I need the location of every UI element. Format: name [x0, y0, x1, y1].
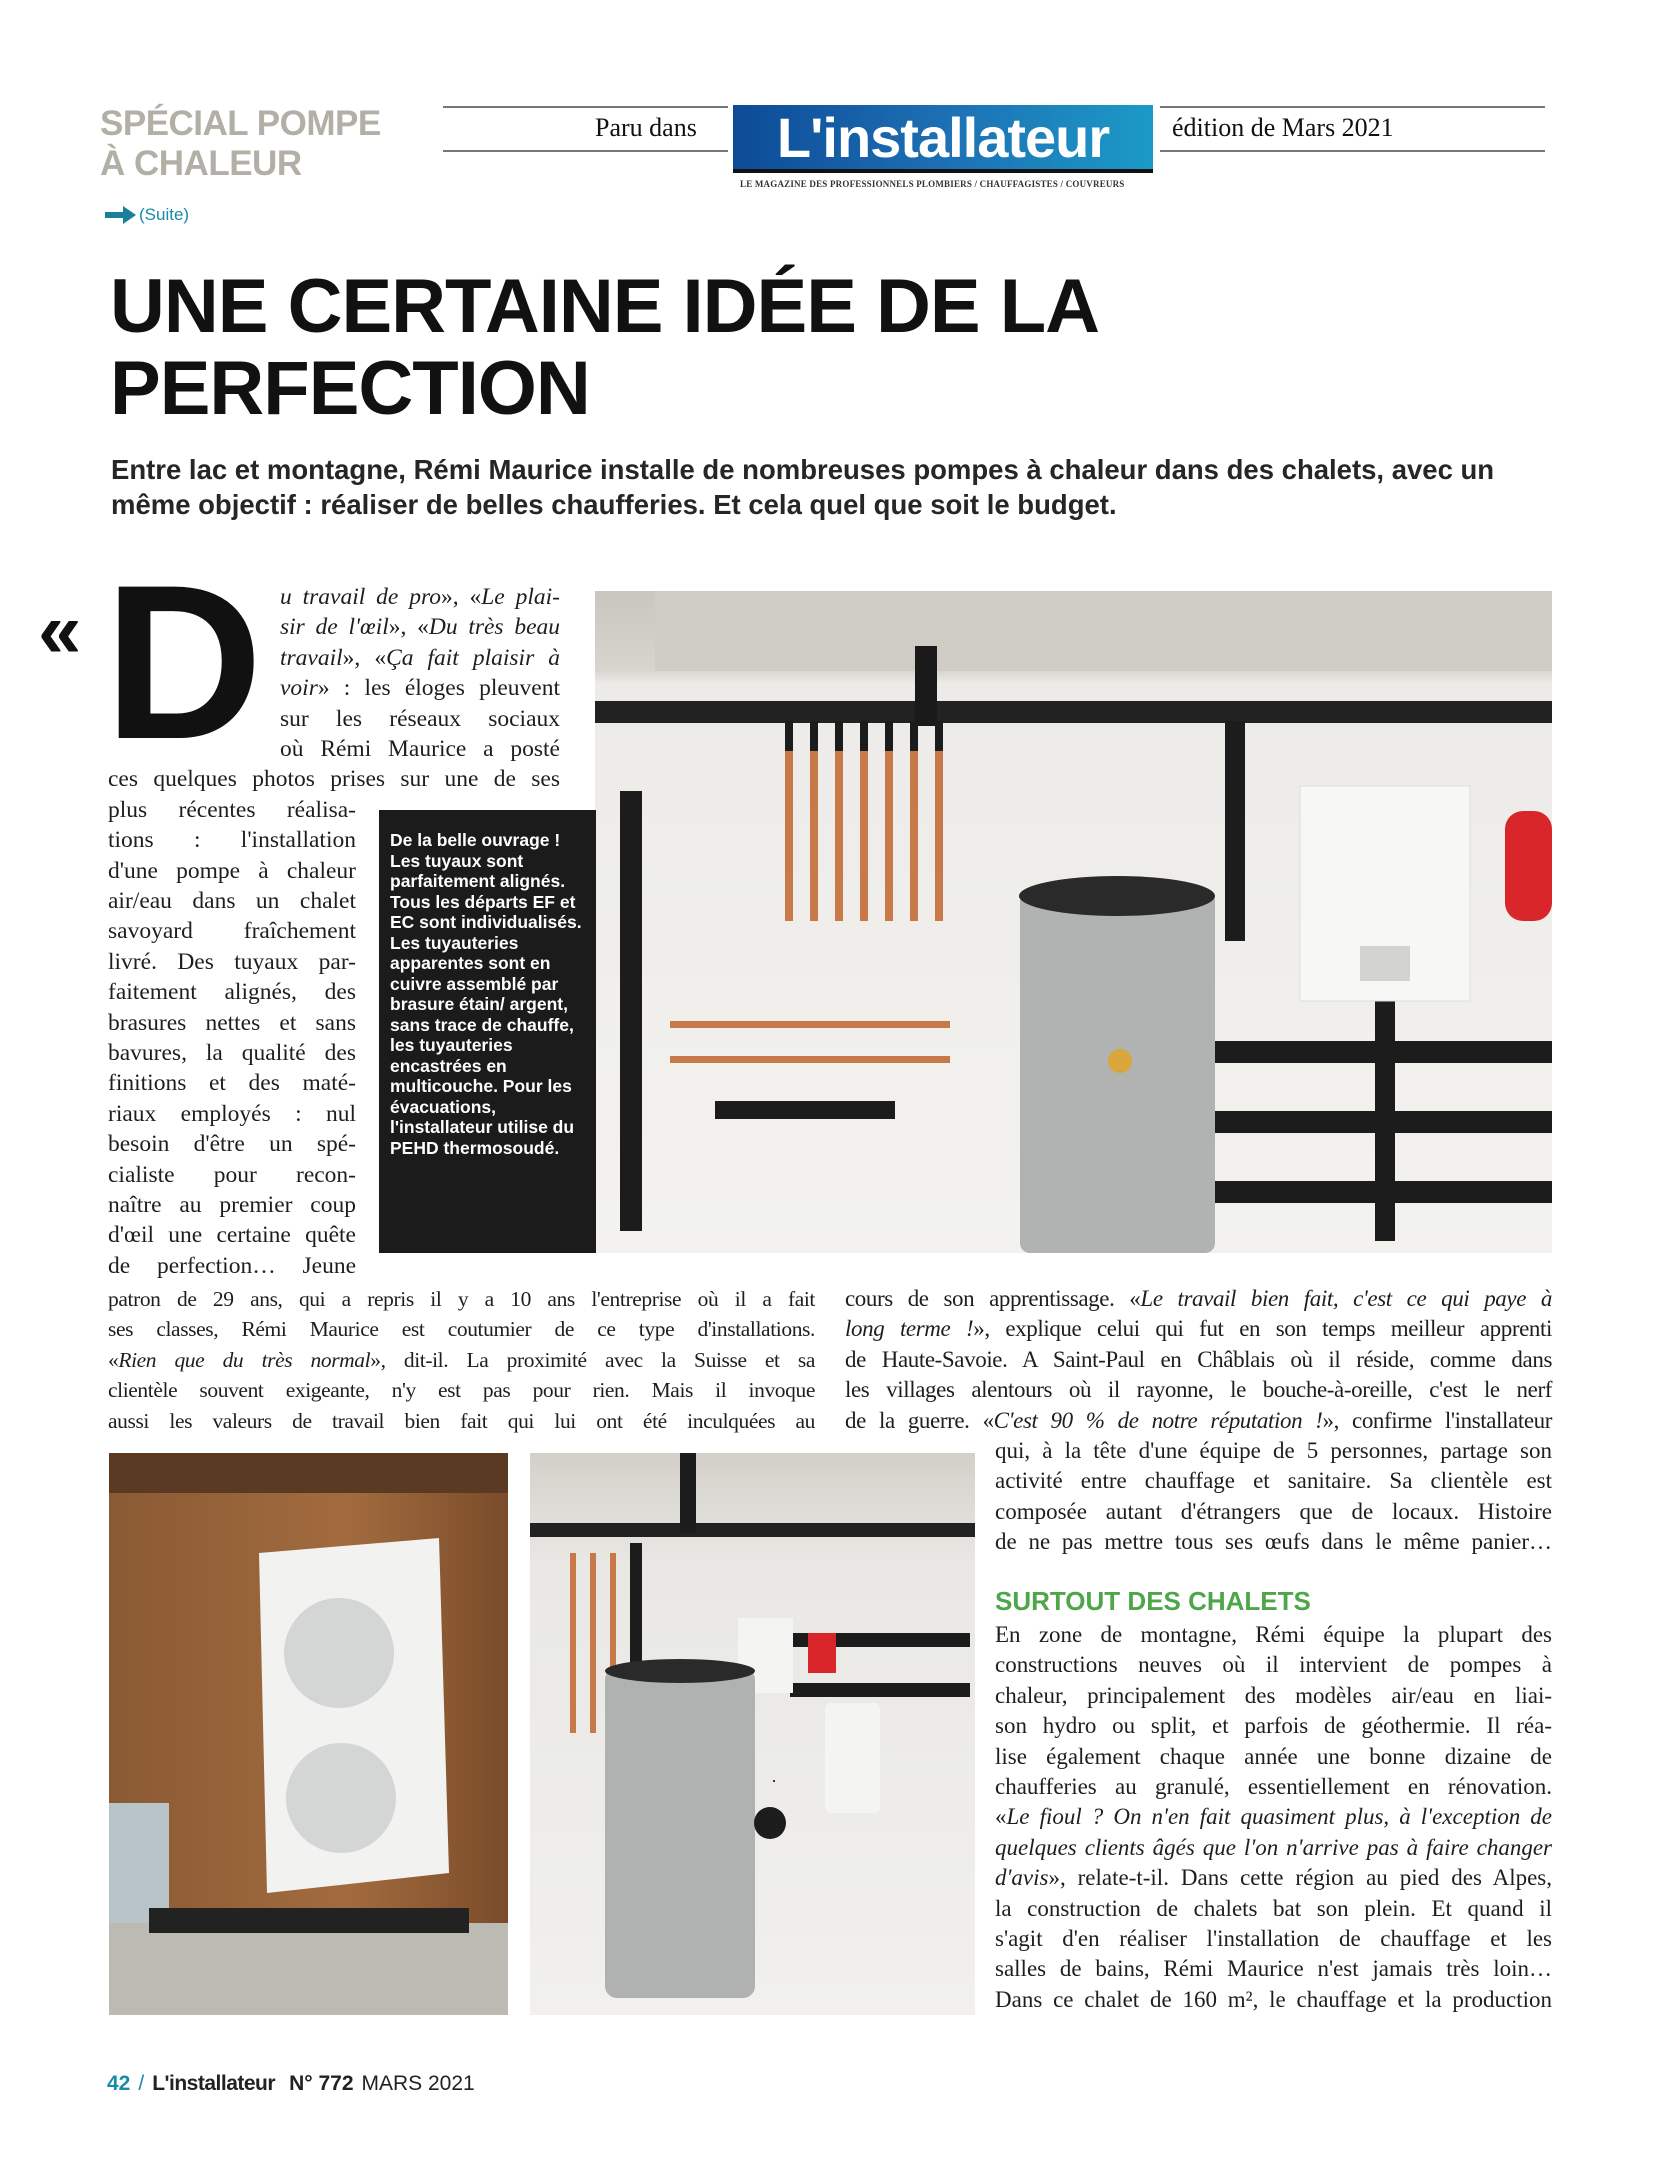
text-line: [108, 1129, 356, 1159]
text-line: [845, 1284, 1552, 1314]
issue-date: MARS 2021: [361, 2072, 475, 2095]
text-segment: Dans ce chalet de 160 m², le chauffage et la production: [995, 1986, 1552, 2012]
text-line: [280, 643, 560, 673]
title-line: UNE CERTAINE IDÉE DE LA: [110, 264, 1100, 349]
article-subtitle: Entre lac et montagne, Rémi Maurice installe de nombreuses pompes à chaleur dans des chalets, avec un même objectif : réaliser de belles chaufferies. Et cela quel que soit le budget.: [111, 454, 1495, 520]
text-segment: de la guerre. «: [845, 1407, 994, 1433]
text-segment: riaux employés : nul: [108, 1100, 356, 1127]
text-line: [280, 704, 560, 734]
text-line: [108, 1406, 815, 1436]
text-segment: «: [108, 1347, 119, 1372]
text-line: [108, 1314, 815, 1344]
text-line: [108, 795, 356, 825]
text-line: [995, 1711, 1552, 1741]
boiler-room-illustration: [595, 591, 1552, 1253]
section-heading: SURTOUT DES CHALETS: [995, 1586, 1311, 1616]
italic-quote: Ça fait plaisir à: [386, 644, 560, 671]
text-segment: brasures nettes et sans: [108, 1009, 356, 1036]
text-segment: faitement alignés, des: [108, 979, 356, 1006]
heat-pump-illustration: [109, 1453, 508, 2015]
text-segment: naître au premier coup: [108, 1192, 356, 1218]
text-line: [995, 1954, 1552, 1984]
text-segment: chaleur, principalement des modèles air/eau en liai-: [995, 1682, 1552, 1708]
italic-quote: Rien que du très normal: [118, 1347, 371, 1372]
text-segment: cours de son apprentissage. «: [845, 1286, 1141, 1311]
text-line: [995, 1466, 1552, 1496]
text-line: [995, 1894, 1552, 1924]
text-segment: aussi les valeurs de travail bien fait qui lui ont été inculquées au: [108, 1408, 815, 1433]
italic-quote: travail: [280, 644, 343, 671]
text-line: [108, 1284, 815, 1314]
text-line: [995, 1681, 1552, 1711]
text-line: [108, 1375, 815, 1405]
text-line: [108, 1068, 356, 1098]
text-line: [108, 1251, 356, 1281]
text-segment: patron de 29 ans, qui a repris il y a 10 ans l'entreprise où il a fait: [108, 1287, 815, 1311]
text-line: [280, 673, 560, 703]
text-segment: qui, à la tête d'une équipe de 5 personnes, partage son: [995, 1438, 1552, 1463]
photo-boiler-room: [595, 591, 1552, 1253]
issue-number: N° 772: [289, 2072, 354, 2095]
italic-quote: long terme !: [845, 1316, 974, 1342]
rule: [1160, 150, 1545, 152]
text-line: [108, 856, 356, 886]
text-segment: son hydro ou split, et parfois de géothermie. Il réa-: [995, 1713, 1552, 1739]
text-segment: clientèle souvent exigeante, n'y est pas pour rien. Mais il invoque: [108, 1378, 815, 1403]
text-segment: salles de bains, Rémi Maurice n'est jamais très loin…: [995, 1956, 1552, 1982]
text-line: [108, 1160, 356, 1190]
text-segment: composée autant d'étrangers que de locaux. Histoire: [995, 1498, 1552, 1524]
text-segment: activité entre chauffage et sanitaire. Sa clientèle est: [995, 1468, 1552, 1494]
rule: [1160, 106, 1545, 108]
text-line: [845, 1314, 1552, 1344]
text-line: [995, 1772, 1552, 1802]
text-line: [108, 1099, 356, 1129]
text-line: [108, 1220, 356, 1250]
text-segment: de Haute-Savoie. A Saint-Paul en Châblais où il réside, comme dans: [845, 1346, 1552, 1372]
arrow-right-icon: [105, 206, 137, 224]
text-segment: plus récentes réalisa-: [108, 796, 356, 823]
italic-quote: Le fioul ? On n'en fait quasiment plus, à l'exception de: [1006, 1804, 1552, 1830]
text-segment: », «: [440, 584, 482, 610]
text-segment: d'une pompe à chaleur: [108, 857, 356, 884]
text-segment: finitions et des maté-: [108, 1070, 356, 1097]
text-line: [108, 825, 356, 855]
text-line: [995, 1863, 1552, 1893]
rule: [443, 106, 728, 108]
italic-quote: Du très beau: [428, 614, 560, 641]
text-line: [995, 1497, 1552, 1527]
page-number: 42: [107, 2072, 131, 2095]
text-segment: besoin d'être un spé-: [108, 1131, 356, 1158]
text-segment: », «: [388, 614, 429, 641]
logo-tagline: LE MAGAZINE DES PROFESSIONNELS PLOMBIERS / CHAUFFAGISTES / COUVREURS: [740, 179, 1125, 189]
photo-tank-room: [530, 1453, 975, 2015]
italic-quote: C'est 90 % de notre réputation !: [993, 1407, 1323, 1433]
text-line: [995, 1527, 1552, 1557]
text-line: [108, 1008, 356, 1038]
text-segment: », relate-t-il. Dans cette région au pied des Alpes,: [1048, 1865, 1552, 1891]
text-line: [845, 1406, 1552, 1436]
text-segment: où Rémi Maurice a posté: [280, 736, 560, 762]
section-kicker: [100, 104, 381, 184]
photo-caption: De la belle ouvrage ! Les tuyaux sont parfaitement alignés. Tous les départs EF et EC sont individualisés. Les tuyauteries apparentes sont en cuivre assemblé par brasure étain/ argent, sans trace de chauffe, les tuyauteries encastrées en multicouche. Pour les évacuations, l'installateur utilise du PEHD thermosoudé.: [379, 810, 596, 1253]
text-segment: de ne pas mettre tous ses œufs dans le même panier…: [995, 1529, 1552, 1555]
text-segment: la construction de chalets bat son plein. Et quand il: [995, 1895, 1552, 1921]
tank-room-illustration: [530, 1453, 975, 2015]
text-segment: d'œil une certaine quête: [108, 1222, 356, 1249]
open-quote: «: [38, 586, 82, 674]
text-segment: chaufferies au granulé, essentiellement en rénovation.: [995, 1774, 1552, 1799]
italic-quote: voir: [280, 675, 318, 702]
text-segment: livré. Des tuyaux par-: [108, 948, 356, 975]
text-segment: », explique celui qui fut en son temps meilleur apprenti: [973, 1316, 1552, 1342]
italic-quote: quelques clients âgés que l'on n'arrive pas à faire changer: [995, 1834, 1552, 1860]
footer-separator: /: [138, 2072, 145, 2095]
text-segment: air/eau dans un chalet: [108, 888, 356, 914]
text-segment: ses classes, Rémi Maurice est coutumier de ce type d'installations.: [108, 1317, 815, 1342]
text-line: [108, 1190, 356, 1220]
text-segment: «: [995, 1804, 1007, 1830]
text-segment: lise également chaque année une bonne dizaine de: [995, 1743, 1552, 1769]
text-line: [108, 764, 560, 794]
rule: [443, 150, 728, 152]
text-line: [995, 1650, 1552, 1680]
italic-quote: d'avis: [995, 1865, 1049, 1891]
text-line: [108, 886, 356, 916]
drop-cap: D: [104, 539, 263, 785]
text-segment: », dit-il. La proximité avec la Suisse et sa: [370, 1347, 815, 1372]
text-line: [108, 916, 356, 946]
text-segment: de perfection… Jeune: [108, 1252, 356, 1279]
text-segment: tions : l'installation: [108, 827, 356, 854]
article-title: [110, 266, 1099, 430]
italic-quote: sir de l'œil: [280, 614, 389, 641]
text-line: [995, 1924, 1552, 1954]
italic-quote: Le plai-: [481, 584, 560, 610]
text-line: [280, 582, 560, 612]
text-line: [995, 1436, 1552, 1466]
text-segment: les villages alentours où il rayonne, le bouche-à-oreille, c'est le nerf: [845, 1377, 1552, 1403]
text-segment: ces quelques photos prises sur une de ses: [108, 766, 560, 793]
italic-quote: Le travail bien fait, c'est ce qui paye à: [1140, 1286, 1552, 1311]
text-segment: sur les réseaux sociaux: [280, 705, 560, 732]
text-line: [280, 734, 560, 764]
text-segment: », «: [342, 644, 387, 671]
edition-label: édition de Mars 2021: [1172, 113, 1394, 142]
title-line: PERFECTION: [110, 346, 590, 431]
text-line: [280, 612, 560, 642]
italic-quote: u travail de pro: [280, 584, 441, 610]
kicker-line: SPÉCIAL POMPE: [100, 104, 381, 143]
text-segment: » : les éloges pleuvent: [317, 675, 560, 702]
text-line: [845, 1345, 1552, 1375]
text-segment: savoyard fraîchement: [108, 918, 356, 945]
text-segment: bavures, la qualité des: [108, 1040, 356, 1066]
text-line: [995, 1802, 1552, 1832]
continued-link[interactable]: [105, 205, 189, 225]
text-line: [845, 1375, 1552, 1405]
text-segment: s'agit d'en réaliser l'installation de chauffage et les: [995, 1926, 1552, 1951]
continued-label: (Suite): [139, 205, 190, 224]
text-line: [995, 1985, 1552, 2015]
text-line: [108, 1038, 356, 1068]
magazine-logo: L'installateur: [733, 105, 1153, 173]
text-line: [108, 1345, 815, 1375]
photo-heat-pump-outdoor: [109, 1453, 508, 2015]
text-line: [995, 1620, 1552, 1650]
text-segment: constructions neuves où il intervient de pompes à: [995, 1652, 1552, 1678]
text-line: [108, 947, 356, 977]
footer-magazine: L'installateur: [152, 2072, 276, 2095]
kicker-line: À CHALEUR: [100, 144, 302, 183]
text-line: [995, 1833, 1552, 1863]
page-footer: [107, 2072, 475, 2096]
text-line: [108, 977, 356, 1007]
published-in-label: Paru dans: [595, 113, 697, 142]
text-segment: », confirme l'installateur: [1322, 1407, 1553, 1433]
text-segment: cialiste pour recon-: [108, 1161, 356, 1188]
text-segment: En zone de montagne, Rémi équipe la plupart des: [995, 1622, 1552, 1647]
text-line: [995, 1742, 1552, 1772]
